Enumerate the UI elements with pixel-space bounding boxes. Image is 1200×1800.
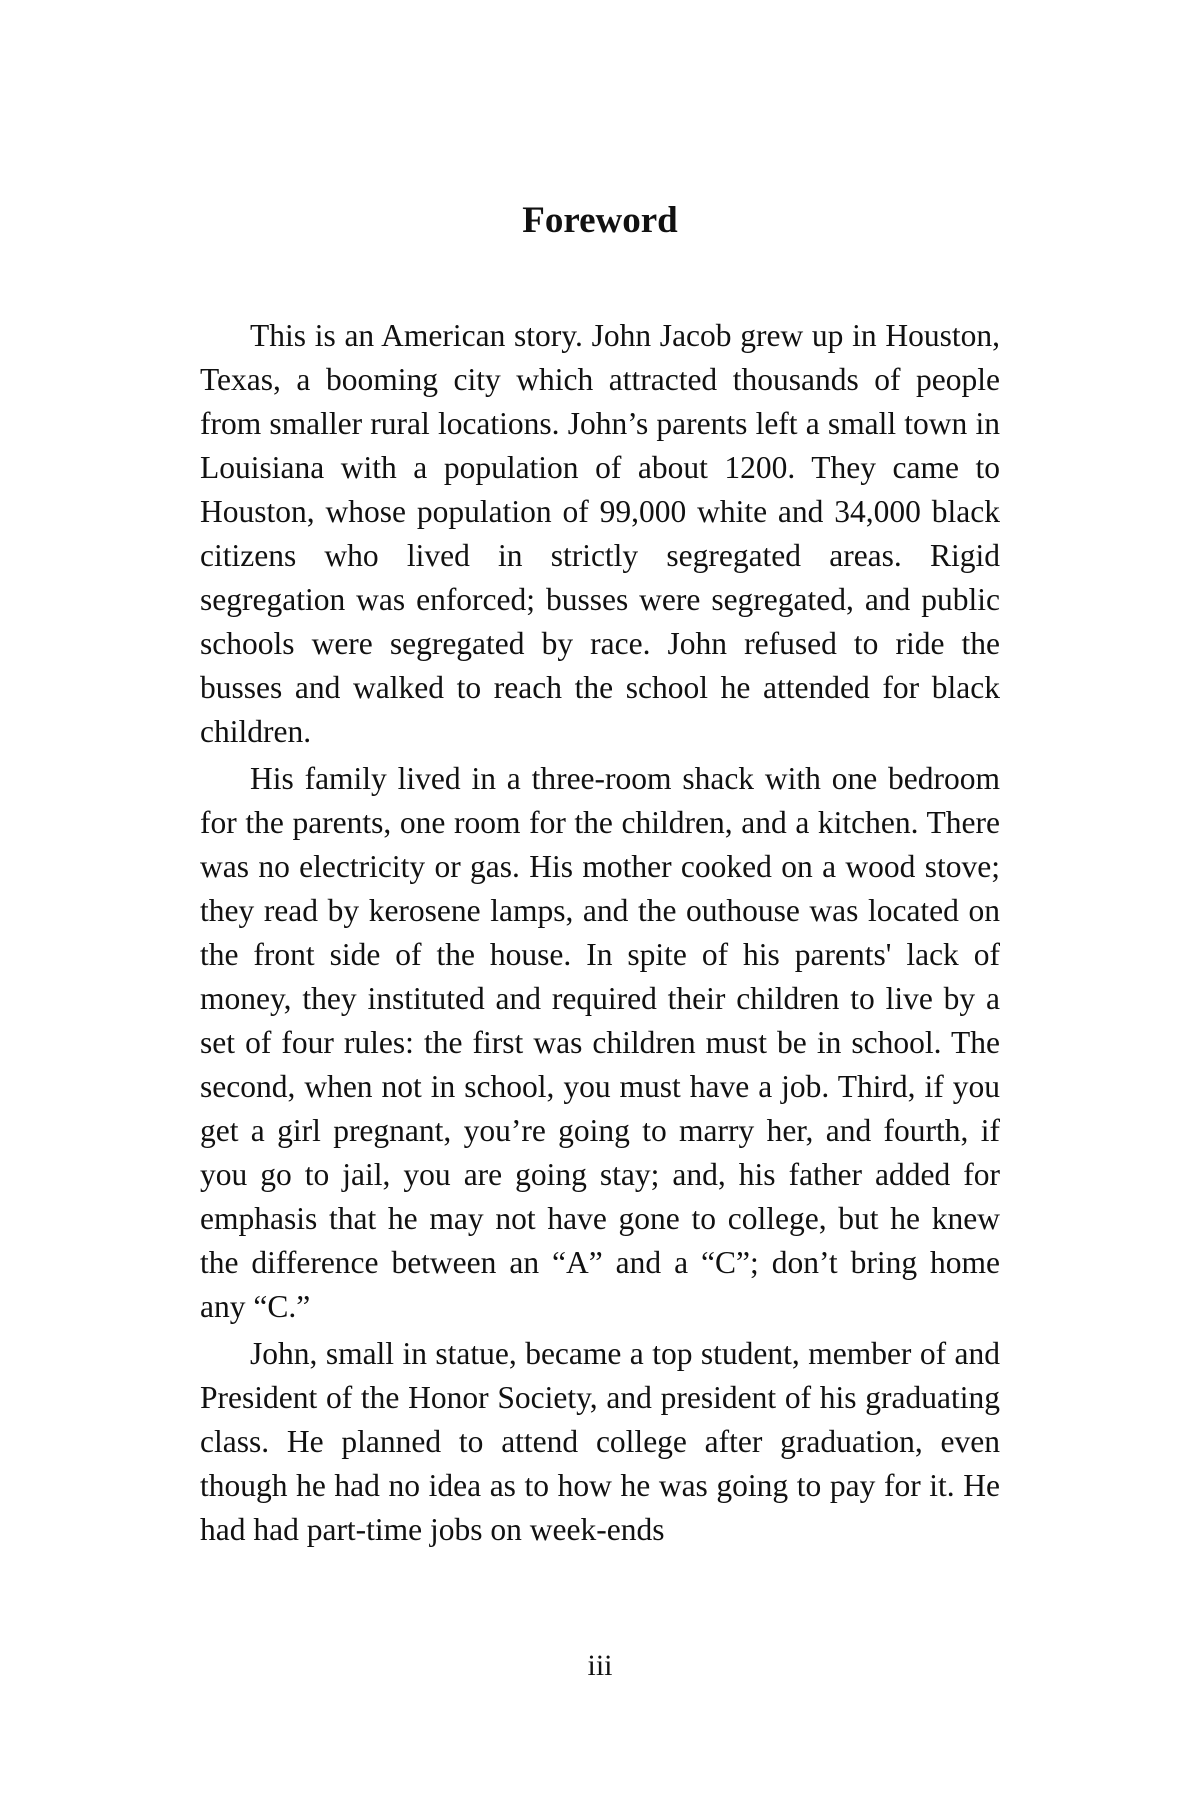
page-number: iii	[587, 1649, 613, 1682]
paragraph-1: This is an American story. John Jacob grew up in Houston, Texas, a booming city which attracted thousands of people from smaller rural locations. John’s parents left a small town in Louisiana with a population of about 1200. They came to Houston, whose population of 99,000 white and 34,000 black citizens who lived in strictly segregated areas. Rigid segregation was enforced; busses were segregated, and public schools were segregated by race. John refused to ride the busses and walked to reach the school he attended for black children.	[200, 318, 1000, 749]
paragraph-3: John, small in statue, became a top student, member of and President of the Honor Society, and president of his graduating class. He planned to attend college after graduation, even though he had no idea as to how he was going to pay for it. He had had part-time jobs on week-ends	[200, 1336, 1000, 1547]
page-title: Foreword	[522, 200, 678, 241]
foreword-body	[200, 314, 1000, 1555]
paragraph-2: His family lived in a three-room shack with one bedroom for the parents, one room for the children, and a kitchen. There was no electricity or gas. His mother cooked on a wood stove; they read by kerosene lamps, and the outhouse was located on the front side of the house. In spite of his parents' lack of money, they instituted and required their children to live by a set of four rules: the first was children must be in school. The second, when not in school, you must have a job. Third, if you get a girl pregnant, you’re going to marry her, and fourth, if you go to jail, you are going stay; and, his father added for emphasis that he may not have gone to college, but he knew the difference between an “A” and a “C”; don’t bring home any “C.”	[200, 761, 1000, 1324]
